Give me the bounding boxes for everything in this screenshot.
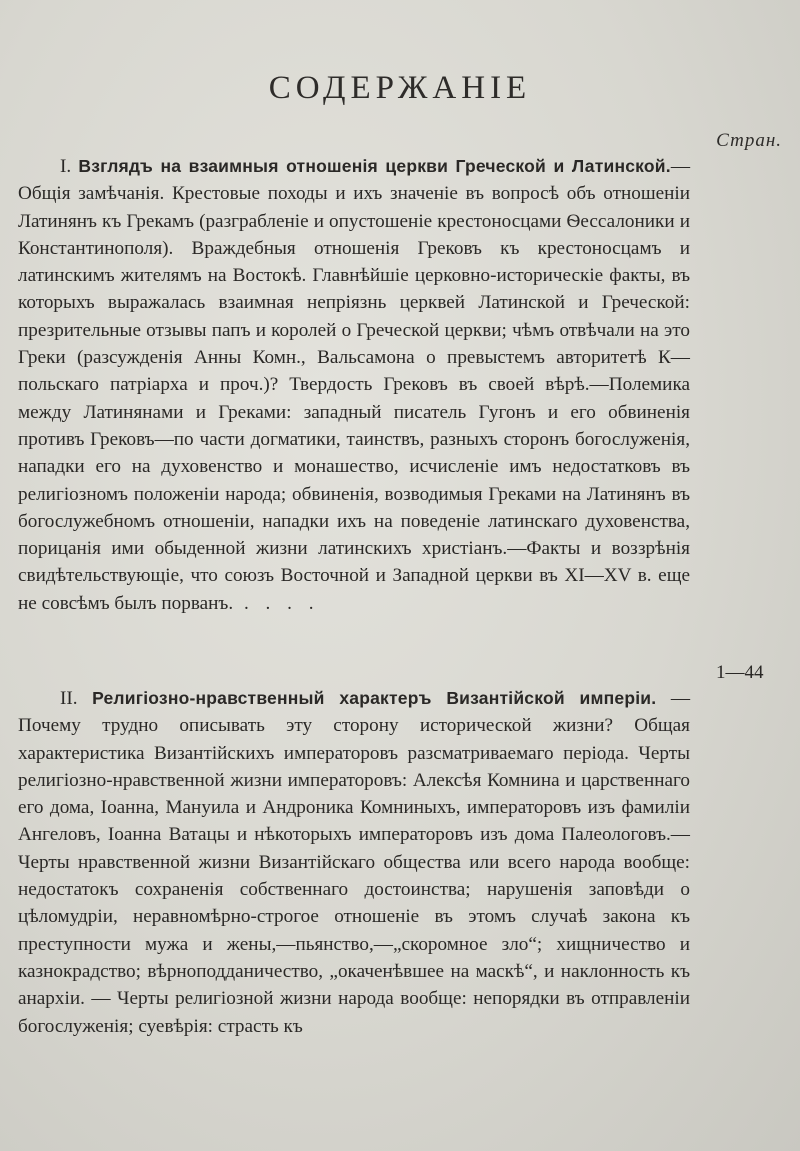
section-number: I. xyxy=(60,156,72,177)
section-body: — Почему трудно описывать эту сторону исторической жизни? Общая характеристика Византійскихъ императоровъ разсматриваемаго періода. Черты религіозно-нравственной жизни императоровъ: Алексѣя Комнина и царственнаго его дома, Іоанна, Мануила и Андроника Комниныхъ, императоровъ изъ фамиліи Ангеловъ, Іоанна Ватацы и нѣкоторыхъ императоровъ изъ дома Палеологовъ.—Черты нравственной жизни Византійскаго общества или всего народа вообще: недостатокъ сохраненія собственнаго достоинства; нарушенія заповѣди о цѣломудріи, неравномѣрно-строгое отношеніе въ этомъ случаѣ закона къ преступности мужа и жены,—пьянство,—„скоромное зло“; хищничество и казнокрадство; вѣрноподданичество, „окаченѣвшее на маскѣ“, и наклонность къ анархіи. — Черты религіозной жизни народа вообще: непорядки въ отправленіи богослуженія; суевѣрія: страсть къ xyxy=(18,688,690,1037)
page-range: 1—44 xyxy=(716,662,764,683)
dot-leaders: . . . . xyxy=(233,592,320,614)
page-title: СОДЕРЖАНІЕ xyxy=(268,70,532,106)
pages-column-header: Стран. xyxy=(716,130,782,151)
section-heading: Взглядъ на взаимныя отношенія церкви Греческой и Латинской. xyxy=(78,156,671,176)
toc-entry-1 xyxy=(18,153,690,617)
section-number: II. xyxy=(60,688,78,709)
toc-entry-2 xyxy=(18,685,690,1040)
section-body: —Общія замѣчанія. Крестовые походы и ихъ значеніе въ вопросѣ объ отношеніи Латинянъ къ Грекамъ (разграбленіе и опустошеніе крестоносцами Ѳессалоники и Константинополя). Враждебныя отношенія Грековъ къ крестоносцамъ и латинскимъ жителямъ на Востокѣ. Главнѣйшіе церковно-историческіе факты, въ которыхъ выражалась взаимная непріязнь церквей Латинской и Греческой: презрительные отзывы папъ и королей о Греческой церкви; чѣмъ отвѣчали на это Греки (разсужденія Анны Комн., Вальсамона о превыстемъ авторитетѣ К—польскаго патріарха и проч.)? Твердость Грековъ въ своей вѣрѣ.—Полемика между Латинянами и Греками: западный писатель Гугонъ и его обвиненія противъ Грековъ—по части догматики, таинствъ, разныхъ сторонъ богослуженія, нападки его на духовенство и монашество, исчисленіе имъ недостатковъ въ религіозномъ положеніи народа; обвиненія, возводимыя Греками на Латинянъ въ богослужебномъ отношеніи, нападки ихъ на поведеніе латинскаго духовенства, порицанія ими обыденной жизни латинскихъ христіанъ.—Факты и воззрѣнія свидѣтельствующіе, что союзъ Восточной и Западной церкви въ XI—XV в. еще не совсѣмъ былъ порванъ. xyxy=(18,156,690,614)
section-heading: Религіозно-нравственный характеръ Византійской имперіи. xyxy=(92,688,657,708)
